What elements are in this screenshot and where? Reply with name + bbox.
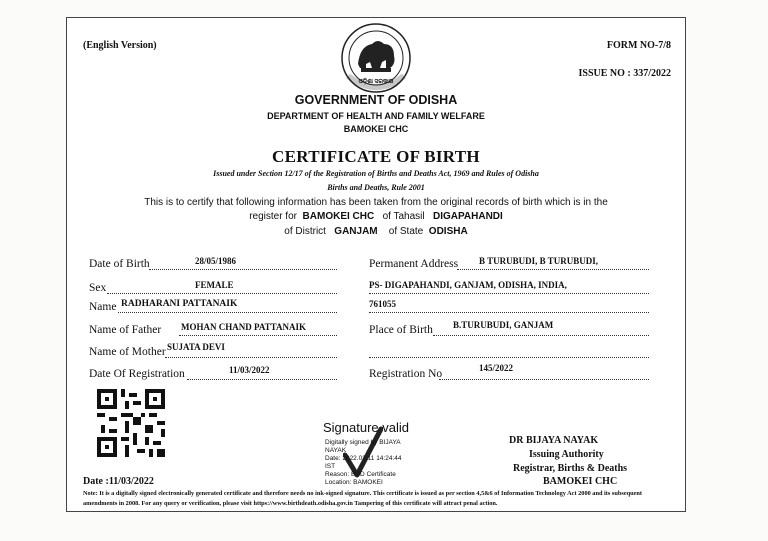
issue-date: Date :11/03/2022: [83, 476, 154, 487]
sex-dotted-line: [107, 293, 337, 294]
reg-no-dotted-line: [439, 379, 649, 380]
issue-number: ISSUE NO : 337/2022: [578, 68, 671, 79]
registrar-name: DR BIJAYA NAYAK: [509, 435, 599, 446]
registrar-designation: Registrar, Births & Deaths: [513, 463, 628, 474]
reg-date-label: Date Of Registration: [89, 368, 185, 380]
issued-under-line-2: Births and Deaths, Rule 2001: [327, 183, 425, 192]
father-value: MOHAN CHAND PATTANAIK: [181, 322, 306, 332]
pob-label: Place of Birth: [369, 324, 433, 336]
address-dotted-line-2: [369, 293, 649, 294]
issued-under-line-1: Issued under Section 12/17 of the Registration of Births and Deaths Act, 1969 and Rules of Odisha: [213, 169, 539, 178]
mother-dotted-line: [165, 357, 337, 358]
legal-note: Note: It is a digitally signed electronically generated certificate and therefore needs no ink-signed signature. This certificate is issued as per section 4,5&6 of Information Technology Act 2000 and its subsequent amendments in 2008. For any query or verification, please visit https://www.birthdeath.odisha.gov.in Tampering of this certificate will attract penal action.: [83, 490, 643, 507]
name-value: RADHARANI PATTANAIK: [121, 299, 238, 309]
odisha-emblem-icon: [336, 18, 416, 98]
reg-no-label: Registration No: [369, 368, 443, 380]
sex-value: FEMALE: [195, 280, 234, 290]
dob-value: 28/05/1986: [195, 256, 237, 266]
blank-dotted-line: [369, 357, 649, 358]
reg-date-dotted-line: [187, 379, 337, 380]
signature-valid-title[interactable]: Signature valid: [323, 420, 409, 435]
mother-value: SUJATA DEVI: [167, 342, 225, 352]
address-line-1: B TURUBUDI, B TURUBUDI,: [479, 256, 598, 266]
pob-value: B.TURUBUDI, GANJAM: [453, 320, 554, 330]
department-title: DEPARTMENT OF HEALTH AND FAMILY WELFARE: [267, 111, 485, 121]
address-dotted-line-3: [369, 312, 649, 313]
name-label: Name: [89, 301, 117, 313]
government-title: GOVERNMENT OF ODISHA: [294, 93, 458, 107]
father-dotted-line: [179, 335, 337, 336]
registrar-role: Issuing Authority: [529, 449, 604, 460]
mother-label: Name of Mother: [89, 346, 166, 358]
signature-details: Digitally signed by BIJAYA NAYAK Date: 2022.03.11 14:24:44 IST Reason: BND Certificate Location: BAMOKEI: [325, 439, 402, 486]
reg-no-value: 145/2022: [479, 363, 514, 373]
registrar-office: BAMOKEI CHC: [543, 476, 618, 487]
certify-line-3: of District GANJAM of State ODISHA: [284, 226, 468, 237]
pob-dotted-line: [433, 335, 649, 336]
office-title: BAMOKEI CHC: [343, 124, 409, 134]
form-number: FORM NO-7/8: [606, 40, 671, 51]
reg-date-value: 11/03/2022: [229, 365, 270, 375]
address-dotted-line-1: [457, 269, 649, 270]
certificate-title: CERTIFICATE OF BIRTH: [272, 147, 480, 166]
version-label: (English Version): [83, 40, 157, 51]
certificate-frame: [66, 17, 686, 512]
father-label: Name of Father: [89, 324, 162, 336]
qr-code[interactable]: [97, 389, 165, 457]
dob-label: Date of Birth: [89, 258, 150, 270]
address-label: Permanent Address: [369, 258, 459, 270]
address-line-2: PS- DIGAPAHANDI, GANJAM, ODISHA, INDIA,: [369, 280, 567, 290]
certify-line-1: This is to certify that following information has been taken from the original records of birth which is in the: [144, 197, 608, 208]
name-dotted-line: [118, 312, 337, 313]
sex-label: Sex: [89, 282, 107, 294]
emblem-caption: ଓଡ଼ିଶା ସରକାର: [358, 79, 394, 85]
address-line-3: 761055: [369, 299, 396, 309]
dob-dotted-line: [149, 269, 337, 270]
certify-line-2: register for BAMOKEI CHC of Tahasil DIGAPAHANDI: [249, 211, 503, 222]
